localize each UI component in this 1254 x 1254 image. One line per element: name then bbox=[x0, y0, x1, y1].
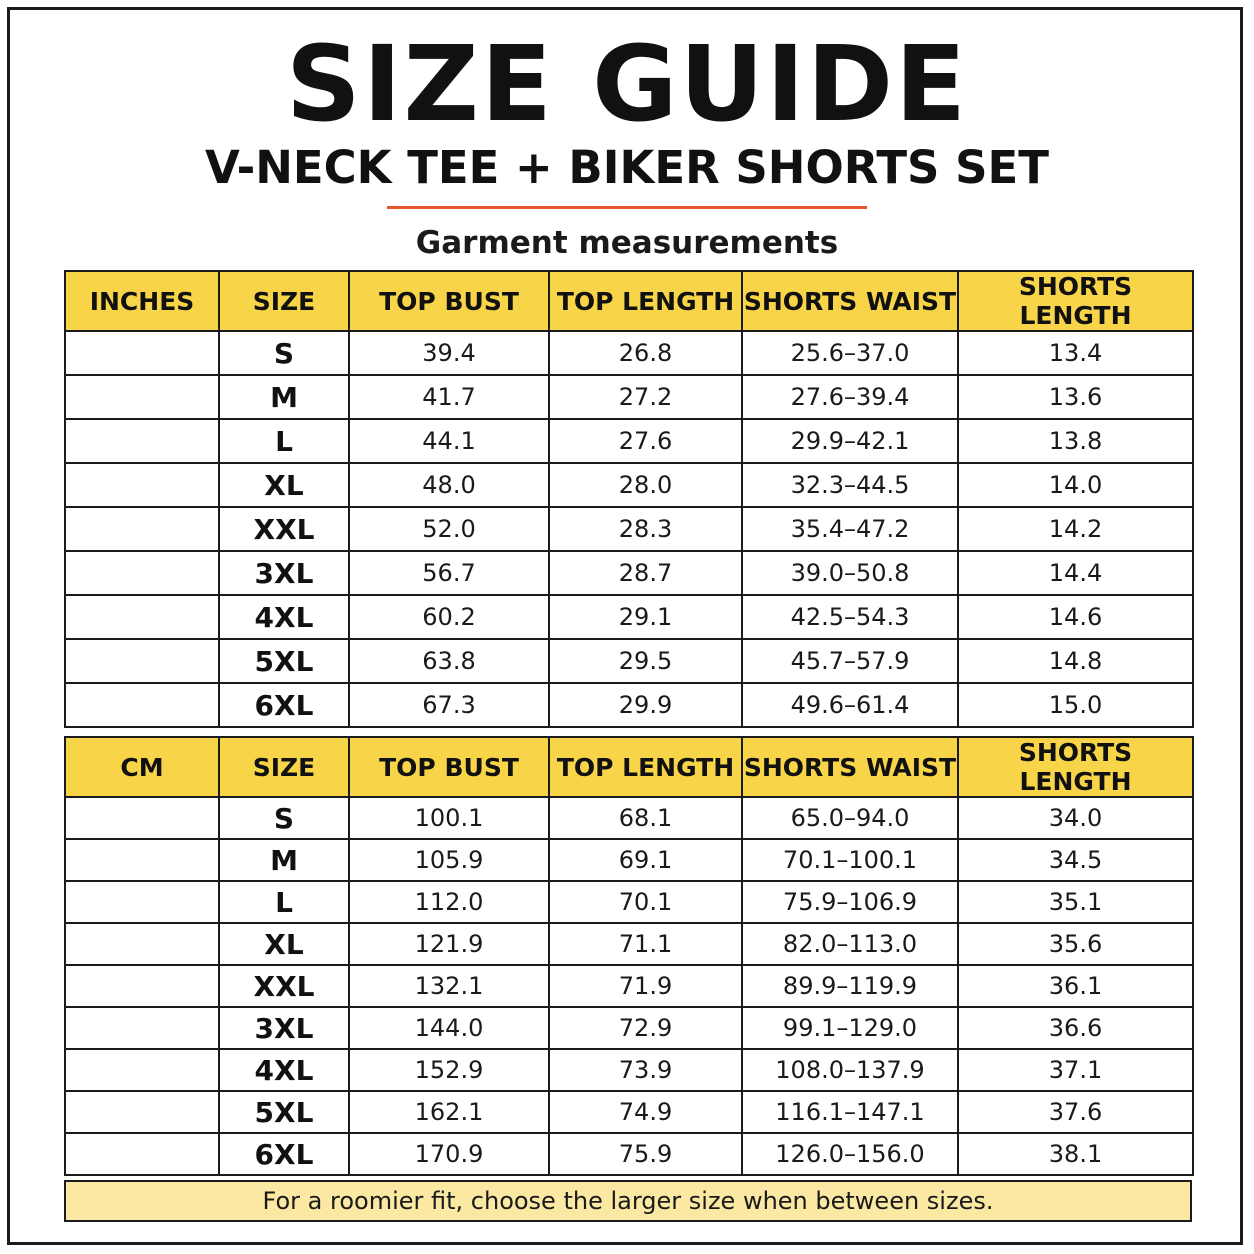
shorts-length-cell: 14.0 bbox=[958, 463, 1193, 507]
table-row bbox=[65, 595, 1193, 639]
table-row bbox=[65, 375, 1193, 419]
size-cell: 3XL bbox=[219, 551, 349, 595]
table-header-row bbox=[65, 271, 1193, 331]
table-row bbox=[65, 1007, 1193, 1049]
table-row bbox=[65, 839, 1193, 881]
table-row bbox=[65, 551, 1193, 595]
size-cell: 6XL bbox=[219, 1133, 349, 1175]
table-row bbox=[65, 1091, 1193, 1133]
inches-size-table bbox=[64, 270, 1194, 728]
shorts-length-cell: 14.2 bbox=[958, 507, 1193, 551]
shorts-length-cell: 13.4 bbox=[958, 331, 1193, 375]
shorts-length-cell: 14.6 bbox=[958, 595, 1193, 639]
size-cell: L bbox=[219, 419, 349, 463]
cm-size-table bbox=[64, 736, 1194, 1176]
column-header-shorts-waist: SHORTS WAIST bbox=[742, 737, 958, 797]
top-length-cell: 71.1 bbox=[549, 923, 742, 965]
column-header-shorts-waist: SHORTS WAIST bbox=[742, 271, 958, 331]
unit-cell bbox=[65, 797, 219, 839]
shorts-length-cell: 14.8 bbox=[958, 639, 1193, 683]
shorts-waist-cell: 25.6–37.0 bbox=[742, 331, 958, 375]
table-row bbox=[65, 923, 1193, 965]
top-length-cell: 75.9 bbox=[549, 1133, 742, 1175]
unit-cell bbox=[65, 923, 219, 965]
top-length-cell: 29.9 bbox=[549, 683, 742, 727]
size-cell: XL bbox=[219, 923, 349, 965]
top-length-cell: 26.8 bbox=[549, 331, 742, 375]
shorts-length-cell: 15.0 bbox=[958, 683, 1193, 727]
top-length-cell: 69.1 bbox=[549, 839, 742, 881]
size-cell: 4XL bbox=[219, 595, 349, 639]
top-bust-cell: 100.1 bbox=[349, 797, 549, 839]
top-bust-cell: 41.7 bbox=[349, 375, 549, 419]
size-cell: S bbox=[219, 797, 349, 839]
column-header-size: SIZE bbox=[219, 737, 349, 797]
size-cell: XXL bbox=[219, 965, 349, 1007]
shorts-waist-cell: 89.9–119.9 bbox=[742, 965, 958, 1007]
table-row bbox=[65, 797, 1193, 839]
shorts-waist-cell: 42.5–54.3 bbox=[742, 595, 958, 639]
shorts-length-cell: 34.0 bbox=[958, 797, 1193, 839]
table-row bbox=[65, 881, 1193, 923]
shorts-length-cell: 34.5 bbox=[958, 839, 1193, 881]
shorts-waist-cell: 27.6–39.4 bbox=[742, 375, 958, 419]
accent-divider bbox=[387, 206, 867, 209]
shorts-waist-cell: 70.1–100.1 bbox=[742, 839, 958, 881]
top-length-cell: 29.5 bbox=[549, 639, 742, 683]
table-row bbox=[65, 507, 1193, 551]
top-bust-cell: 52.0 bbox=[349, 507, 549, 551]
size-cell: S bbox=[219, 331, 349, 375]
unit-cell bbox=[65, 639, 219, 683]
shorts-waist-cell: 49.6–61.4 bbox=[742, 683, 958, 727]
unit-cell bbox=[65, 595, 219, 639]
top-bust-cell: 67.3 bbox=[349, 683, 549, 727]
unit-cell bbox=[65, 1049, 219, 1091]
size-cell: 4XL bbox=[219, 1049, 349, 1091]
shorts-waist-cell: 45.7–57.9 bbox=[742, 639, 958, 683]
unit-cell bbox=[65, 1007, 219, 1049]
unit-cell bbox=[65, 419, 219, 463]
shorts-length-cell: 14.4 bbox=[958, 551, 1193, 595]
fit-note: For a roomier fit, choose the larger size when between sizes. bbox=[64, 1180, 1192, 1222]
top-bust-cell: 112.0 bbox=[349, 881, 549, 923]
unit-cell bbox=[65, 375, 219, 419]
table-row bbox=[65, 1133, 1193, 1175]
top-length-cell: 73.9 bbox=[549, 1049, 742, 1091]
shorts-length-cell: 36.1 bbox=[958, 965, 1193, 1007]
table-row bbox=[65, 331, 1193, 375]
shorts-waist-cell: 108.0–137.9 bbox=[742, 1049, 958, 1091]
table-row bbox=[65, 419, 1193, 463]
table-row bbox=[65, 639, 1193, 683]
top-bust-cell: 170.9 bbox=[349, 1133, 549, 1175]
size-cell: XXL bbox=[219, 507, 349, 551]
table-row bbox=[65, 463, 1193, 507]
shorts-length-cell: 36.6 bbox=[958, 1007, 1193, 1049]
top-length-cell: 29.1 bbox=[549, 595, 742, 639]
shorts-waist-cell: 75.9–106.9 bbox=[742, 881, 958, 923]
top-bust-cell: 105.9 bbox=[349, 839, 549, 881]
shorts-waist-cell: 99.1–129.0 bbox=[742, 1007, 958, 1049]
top-bust-cell: 63.8 bbox=[349, 639, 549, 683]
unit-cell bbox=[65, 507, 219, 551]
column-header-shorts-length: SHORTS LENGTH bbox=[958, 271, 1193, 331]
top-bust-cell: 132.1 bbox=[349, 965, 549, 1007]
top-length-cell: 28.3 bbox=[549, 507, 742, 551]
shorts-length-cell: 37.6 bbox=[958, 1091, 1193, 1133]
size-cell: 6XL bbox=[219, 683, 349, 727]
top-length-cell: 72.9 bbox=[549, 1007, 742, 1049]
unit-cell bbox=[65, 551, 219, 595]
shorts-length-cell: 37.1 bbox=[958, 1049, 1193, 1091]
size-cell: XL bbox=[219, 463, 349, 507]
size-cell: L bbox=[219, 881, 349, 923]
shorts-waist-cell: 39.0–50.8 bbox=[742, 551, 958, 595]
top-length-cell: 68.1 bbox=[549, 797, 742, 839]
top-length-cell: 27.6 bbox=[549, 419, 742, 463]
column-header-size: SIZE bbox=[219, 271, 349, 331]
top-length-cell: 27.2 bbox=[549, 375, 742, 419]
shorts-length-cell: 38.1 bbox=[958, 1133, 1193, 1175]
unit-cell bbox=[65, 965, 219, 1007]
shorts-waist-cell: 32.3–44.5 bbox=[742, 463, 958, 507]
unit-cell bbox=[65, 839, 219, 881]
top-bust-cell: 44.1 bbox=[349, 419, 549, 463]
top-bust-cell: 39.4 bbox=[349, 331, 549, 375]
unit-cell bbox=[65, 881, 219, 923]
table-row bbox=[65, 1049, 1193, 1091]
top-length-cell: 28.7 bbox=[549, 551, 742, 595]
page-title: SIZE GUIDE bbox=[285, 23, 969, 145]
unit-cell bbox=[65, 1133, 219, 1175]
shorts-waist-cell: 116.1–147.1 bbox=[742, 1091, 958, 1133]
shorts-length-cell: 35.6 bbox=[958, 923, 1193, 965]
column-header-top-length: TOP LENGTH bbox=[549, 271, 742, 331]
shorts-waist-cell: 65.0–94.0 bbox=[742, 797, 958, 839]
shorts-waist-cell: 29.9–42.1 bbox=[742, 419, 958, 463]
top-bust-cell: 121.9 bbox=[349, 923, 549, 965]
top-bust-cell: 162.1 bbox=[349, 1091, 549, 1133]
top-bust-cell: 48.0 bbox=[349, 463, 549, 507]
size-cell: 5XL bbox=[219, 1091, 349, 1133]
column-header-unit: CM bbox=[65, 737, 219, 797]
shorts-length-cell: 35.1 bbox=[958, 881, 1193, 923]
top-bust-cell: 56.7 bbox=[349, 551, 549, 595]
table-header-row bbox=[65, 737, 1193, 797]
table-row bbox=[65, 965, 1193, 1007]
size-cell: 5XL bbox=[219, 639, 349, 683]
top-bust-cell: 152.9 bbox=[349, 1049, 549, 1091]
column-header-unit: INCHES bbox=[65, 271, 219, 331]
top-length-cell: 74.9 bbox=[549, 1091, 742, 1133]
shorts-length-cell: 13.6 bbox=[958, 375, 1193, 419]
unit-cell bbox=[65, 683, 219, 727]
unit-cell bbox=[65, 463, 219, 507]
top-length-cell: 71.9 bbox=[549, 965, 742, 1007]
shorts-waist-cell: 35.4–47.2 bbox=[742, 507, 958, 551]
top-bust-cell: 144.0 bbox=[349, 1007, 549, 1049]
column-header-top-length: TOP LENGTH bbox=[549, 737, 742, 797]
page-subtitle: V-NECK TEE + BIKER SHORTS SET bbox=[205, 141, 1049, 194]
column-header-top-bust: TOP BUST bbox=[349, 737, 549, 797]
shorts-waist-cell: 126.0–156.0 bbox=[742, 1133, 958, 1175]
column-header-top-bust: TOP BUST bbox=[349, 271, 549, 331]
shorts-length-cell: 13.8 bbox=[958, 419, 1193, 463]
top-bust-cell: 60.2 bbox=[349, 595, 549, 639]
top-length-cell: 70.1 bbox=[549, 881, 742, 923]
unit-cell bbox=[65, 1091, 219, 1133]
top-length-cell: 28.0 bbox=[549, 463, 742, 507]
section-caption: Garment measurements bbox=[415, 225, 839, 261]
size-cell: M bbox=[219, 839, 349, 881]
size-cell: M bbox=[219, 375, 349, 419]
shorts-waist-cell: 82.0–113.0 bbox=[742, 923, 958, 965]
unit-cell bbox=[65, 331, 219, 375]
size-cell: 3XL bbox=[219, 1007, 349, 1049]
column-header-shorts-length: SHORTS LENGTH bbox=[958, 737, 1193, 797]
table-row bbox=[65, 683, 1193, 727]
